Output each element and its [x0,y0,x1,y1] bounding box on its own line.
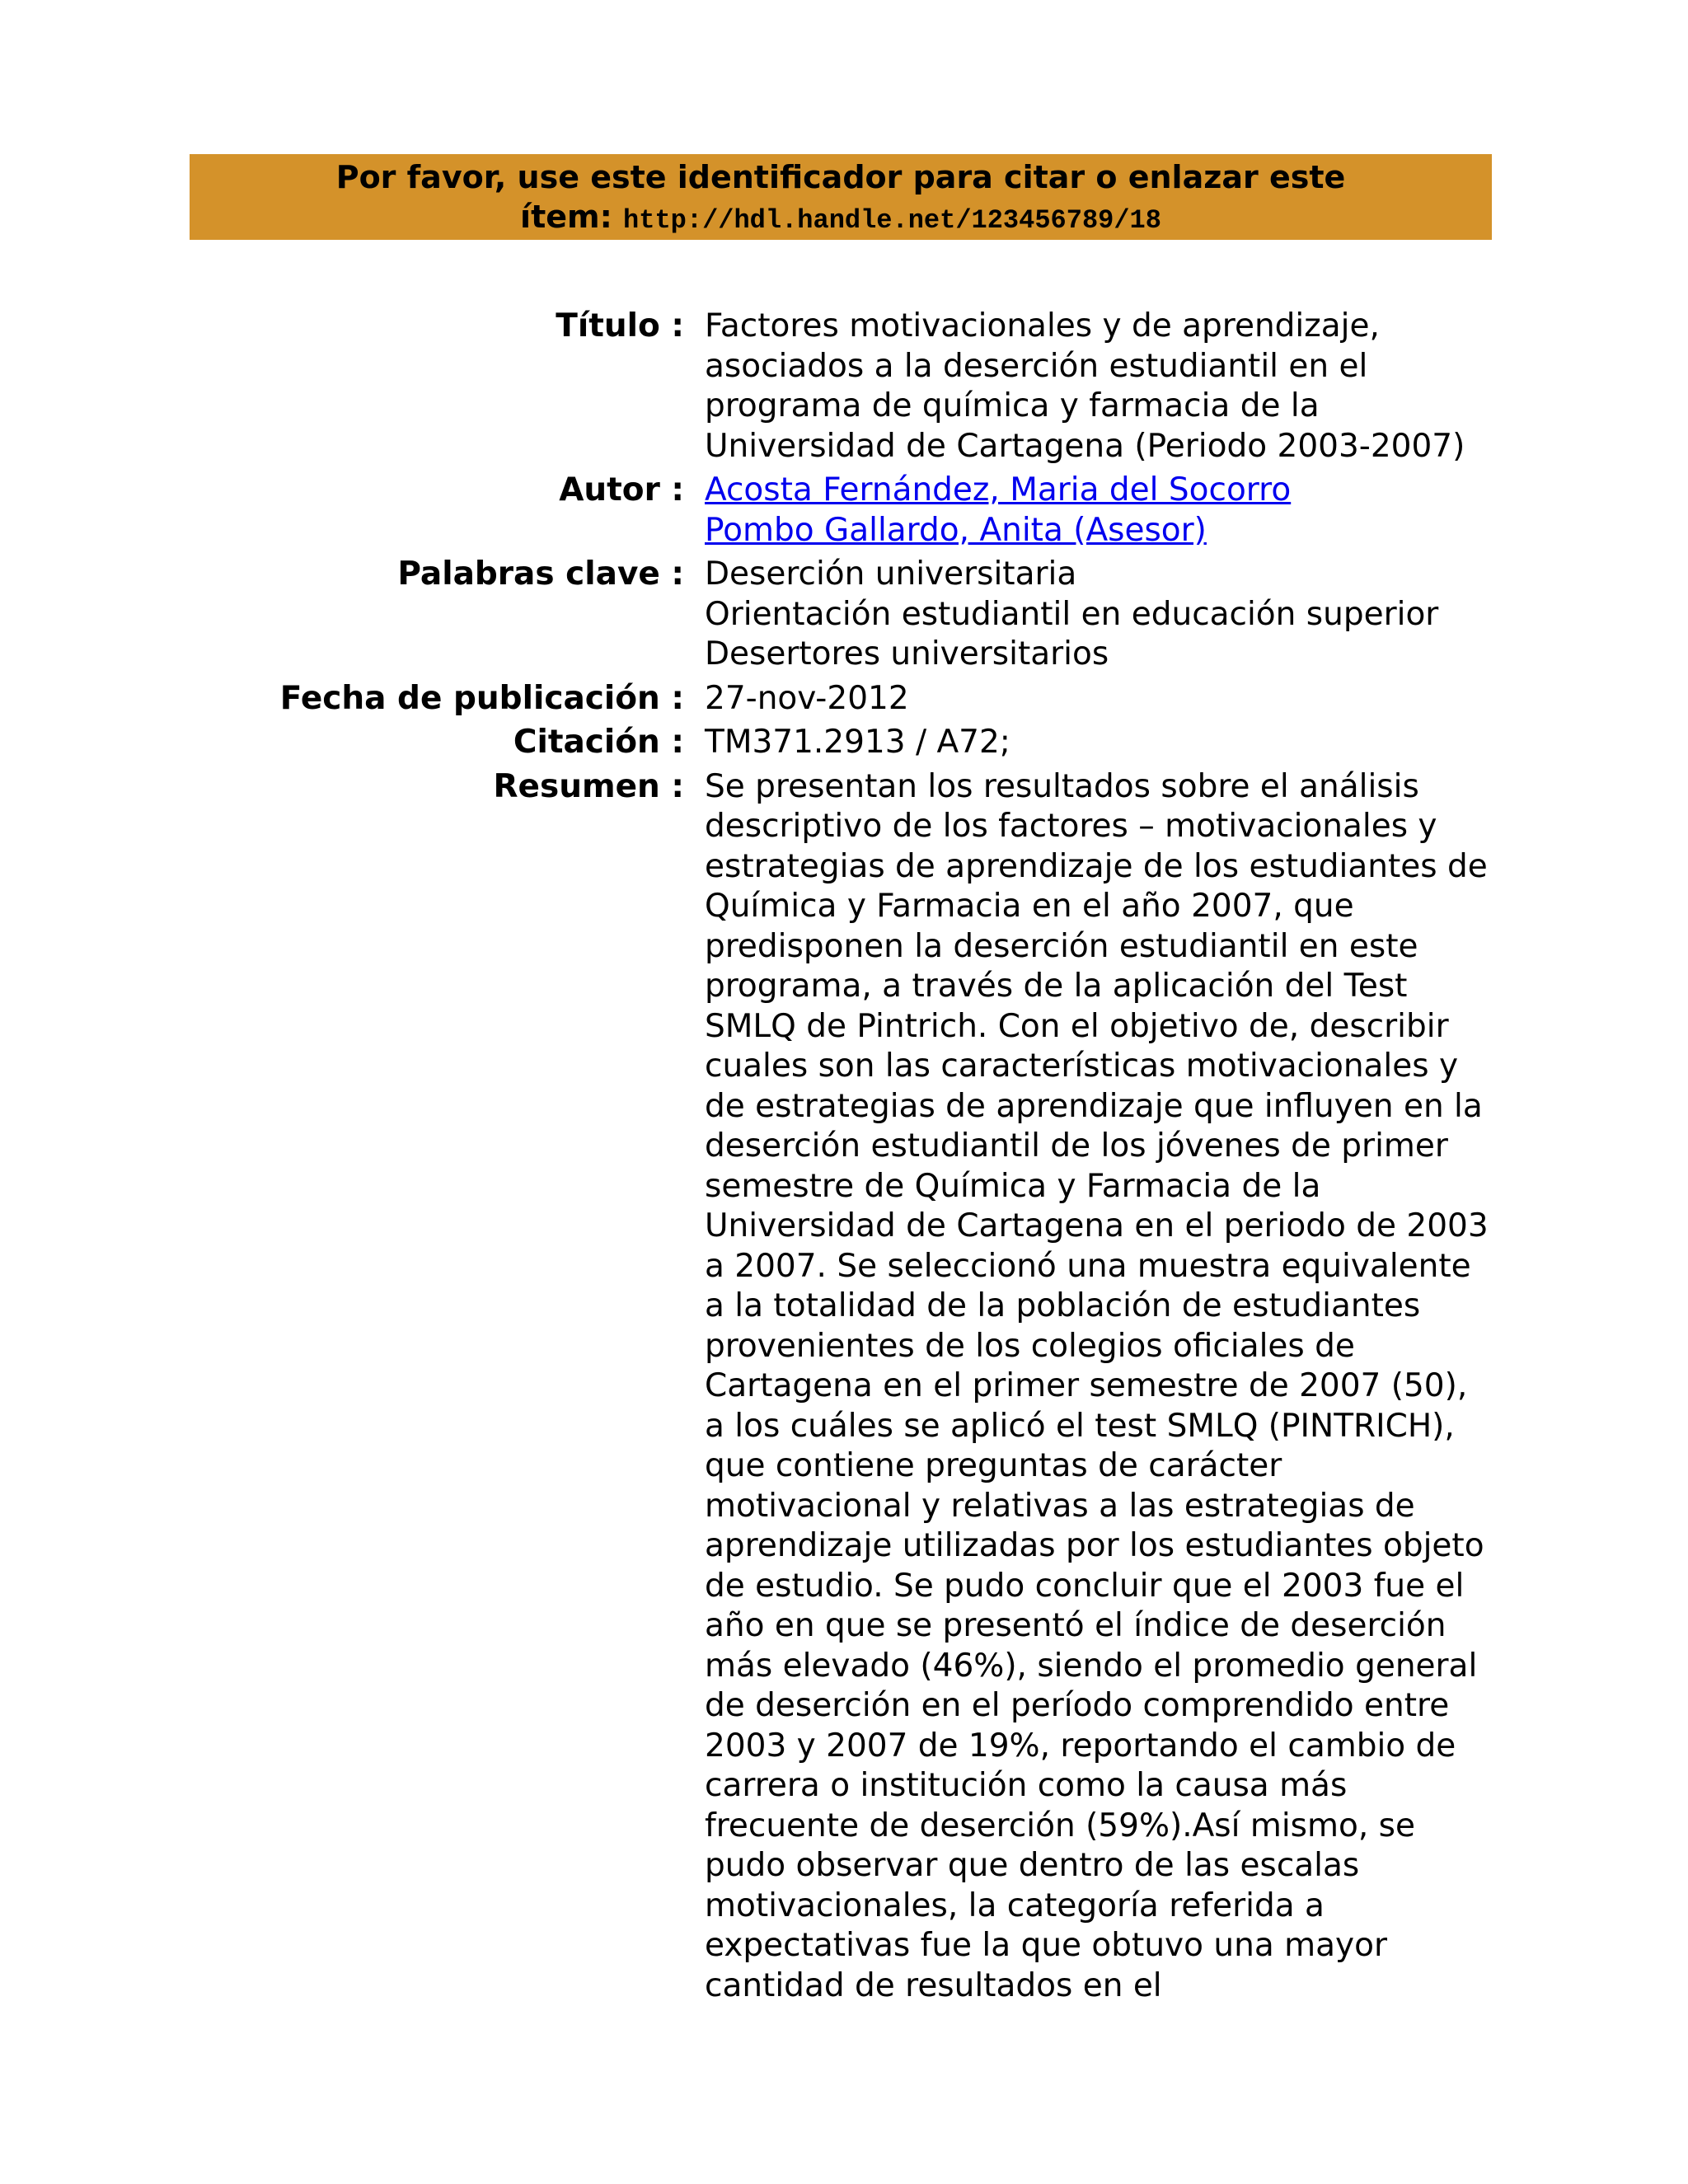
abstract-label: Resumen : [493,767,684,805]
date-value: 27-nov-2012 [705,679,909,717]
item-metadata-table [190,307,1492,2010]
date-label: Fecha de publicación : [279,679,684,717]
keyword-item: Deserción universitaria [705,555,1077,593]
author-row [190,471,1492,551]
advisor-link[interactable]: Pombo Gallardo, Anita (Asesor) [705,511,1207,549]
keywords-value [705,555,1492,675]
handle-url[interactable]: http://hdl.handle.net/123456789/18 [623,205,1161,236]
author-value [705,471,1492,551]
banner-item-prefix: ítem: [520,199,612,235]
abstract-row [190,767,1492,2007]
keyword-item: Orientación estudiantil en educación superior [705,595,1439,633]
banner-line-1: Por favor, use este identificador para citar o enlazar este [335,159,1346,195]
keyword-item: Desertores universitarios [705,635,1109,673]
abstract-value: Se presentan los resultados sobre el análisis descriptivo de los factores – motivacionales y estrategias de aprendizaje de los estudiantes de Química y Farmacia en el año 2007, que predisponen la deserción estudiantil en este programa, a través de la aplicación del Test SMLQ de Pintrich. Con el objetivo de, describir cuales son las características motivacionales y de estrategias de aprendizaje que influyen en la deserción estudiantil de los jóvenes de primer semestre de Química y Farmacia de la Universidad de Cartagena en el periodo de 2003 a 2007. Se seleccionó una muestra equivalente a la totalidad de la población de estudiantes provenientes de los colegios oficiales de Cartagena en el primer semestre de 2007 (50), a los cuáles se aplicó el test SMLQ (PINTRICH), que contiene preguntas de carácter motivacional y relativas a las estrategias de aprendizaje utilizadas por los estudiantes objeto de estudio. Se pudo concluir que el 2003 fue el año en que se presentó el índice de deserción más elevado (46%), siendo el promedio general de deserción en el período comprendido entre 2003 y 2007 de 19%, reportando el cambio de carrera o institución como la causa más frecuente de deserción (59%).Así mismo, se pudo observar que dentro de las escalas motivacionales, la categoría referida a expectativas fue la que obtuvo una mayor cantidad de resultados en el [705,767,1489,2004]
banner-line-2 [190,197,1492,241]
title-value: Factores motivacionales y de aprendizaje, asociados a la deserción estudiantil en el programa de química y farmacia de la Universidad de Cartagena (Periodo 2003-2007) [705,307,1465,465]
citation-row [190,723,1492,763]
citation-label: Citación : [513,724,684,761]
author-label: Autor : [559,471,684,509]
keywords-label: Palabras clave : [397,555,684,593]
author-link[interactable]: Acosta Fernández, Maria del Socorro [705,471,1292,509]
keywords-row [190,555,1492,675]
title-label: Título : [556,307,684,344]
citation-banner [190,154,1492,240]
date-row [190,679,1492,719]
citation-value: TM371.2913 / A72; [705,724,1010,761]
title-row [190,307,1492,466]
